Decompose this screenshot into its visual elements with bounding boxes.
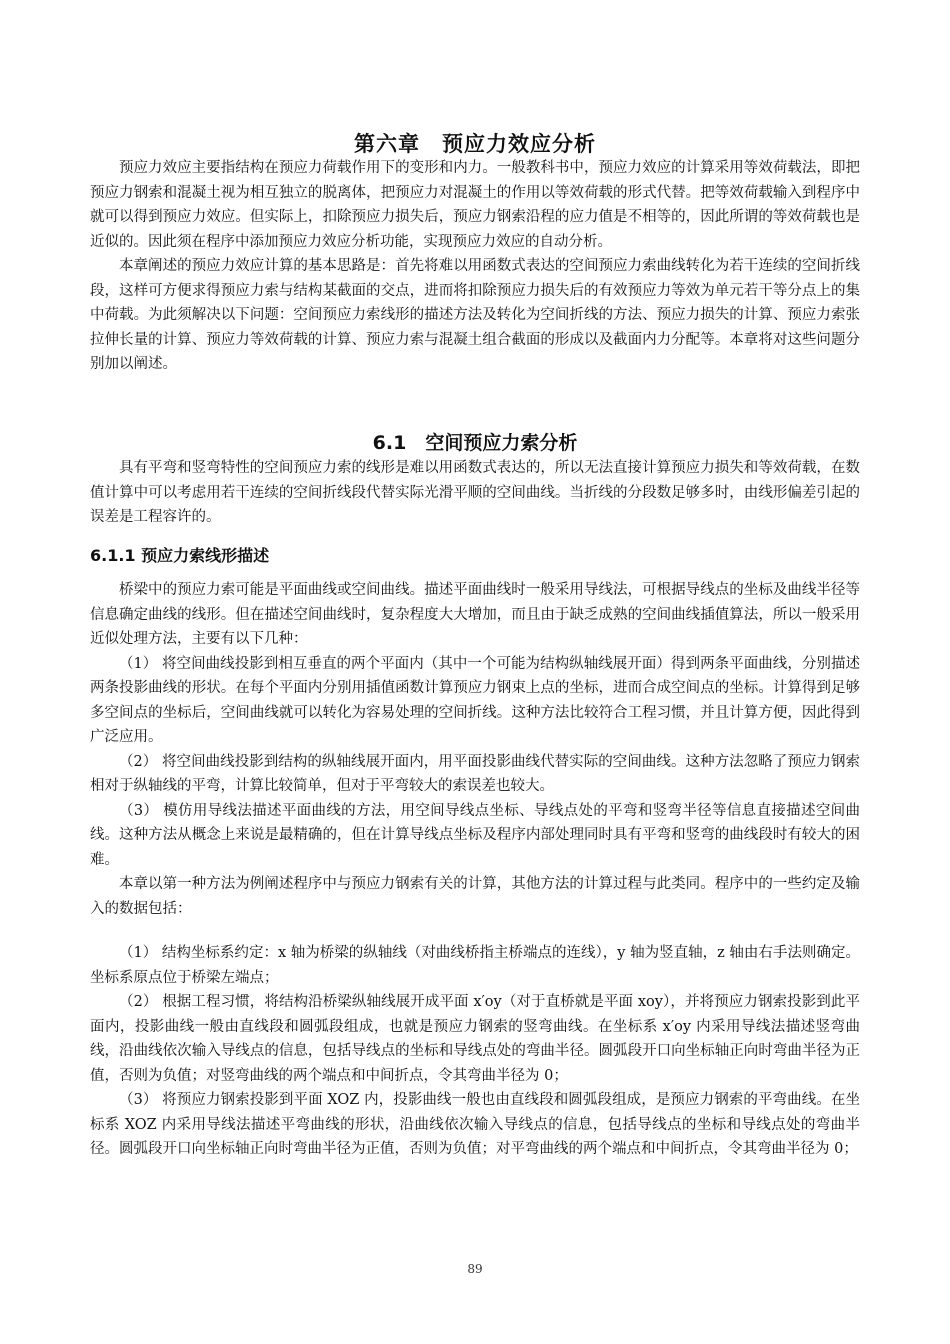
list-item: （2） 根据工程习惯，将结构沿桥梁纵轴线展开成平面 x′oy（对于直桥就是平面 xoy），并将预应力钢索投影到此平面内，投影曲线一般由直线段和圆弧段组成，也就是预应力钢索的竖弯曲线。在坐标系 x′oy 内采用导线法描述竖弯曲线，沿曲线依次输入导线点的信息，包括导线点的坐标和导线点处的弯曲半径。圆弧段开口向坐标轴正向时弯曲半径为正值，否则为负值；对竖弯曲线的两个端点和中间折点，令其弯曲半径为 0；: [90, 994, 860, 1084]
list-item: （3） 将预应力钢索投影到平面 XOZ 内，投影曲线一般也由直线段和圆弧段组成，是预应力钢索的平弯曲线。在坐标系 XOZ 内采用导线法描述平弯曲线的形状，沿曲线依次输入导线点的信息，包括导线点的坐标和导线点处的弯曲半径。圆弧段开口向坐标轴正向时弯曲半径为正值，否则为负值；对平弯曲线的两个端点和中间折点，令其弯曲半径为 0；: [90, 1092, 860, 1157]
page-number: 89: [467, 1262, 483, 1276]
paragraph: 本章阐述的预应力效应计算的基本思路是：首先将难以用函数式表达的空间预应力索曲线转化为若干连续的空间折线段，这样可方便求得预应力索与结构某截面的交点，进而将扣除预应力损失后的有效预应力等效为单元若干等分点上的集中荷载。为此须解决以下问题：空间预应力索线形的描述方法及转化为空间折线的方法、预应力损失的计算、预应力索张拉伸长量的计算、预应力等效荷载的计算、预应力索与混凝土组合截面的形成以及截面内力分配等。本章将对这些问题分别加以阐述。: [90, 258, 860, 372]
subsection-body: [90, 578, 860, 921]
list-item: （3） 模仿用导线法描述平面曲线的方法，用空间导线点坐标、导线点处的平弯和竖弯半径等信息直接描述空间曲线。这种方法从概念上来说是最精确的，但在计算导线点坐标及程序内部处理同时具有平弯和竖弯的曲线段时有较大的困难。: [90, 802, 860, 868]
subsection-title: 6.1.1 预应力索线形描述: [90, 546, 270, 565]
chapter-intro: [90, 156, 860, 377]
paragraph: 本章以第一种方法为例阐述程序中与预应力钢索有关的计算，其他方法的计算过程与此类同。程序中的一些约定及输入的数据包括：: [90, 876, 860, 917]
section-intro: [90, 456, 860, 530]
paragraph: 预应力效应主要指结构在预应力荷载作用下的变形和内力。一般教科书中，预应力效应的计算采用等效荷载法，即把预应力钢索和混凝土视为相互独立的脱离体，把预应力对混凝土的作用以等效荷载的形式代替。把等效荷载输入到程序中就可以得到预应力效应。但实际上，扣除预应力损失后，预应力钢索沿程的应力值是不相等的，因此所谓的等效荷载也是近似的。因此须在程序中添加预应力效应分析功能，实现预应力效应的自动分析。: [90, 160, 860, 250]
list-item: （2） 将空间曲线投影到结构的纵轴线展开面内，用平面投影曲线代替实际的空间曲线。这种方法忽略了预应力钢索相对于纵轴线的平弯，计算比较简单，但对于平弯较大的索误差也较大。: [90, 753, 860, 794]
conventions-list: [90, 941, 860, 1162]
list-item: （1） 结构坐标系约定：x 轴为桥梁的纵轴线（对曲线桥指主桥端点的连线），y 轴为竖直轴，z 轴由右手法则确定。坐标系原点位于桥梁左端点；: [90, 945, 860, 986]
paragraph: 具有平弯和竖弯特性的空间预应力索的线形是难以用函数式表达的，所以无法直接计算预应力损失和等效荷载，在数值计算中可以考虑用若干连续的空间折线段代替实际光滑平顺的空间曲线。当折线的分段数足够多时，由线形偏差引起的误差是工程容许的。: [90, 460, 860, 525]
chapter-title: 第六章 预应力效应分析: [354, 132, 596, 156]
list-item: （1） 将空间曲线投影到相互垂直的两个平面内（其中一个可能为结构纵轴线展开面）得到两条平面曲线，分别描述两条投影曲线的形状。在每个平面内分别用插值函数计算预应力钢束上点的坐标，进而合成空间点的坐标。计算得到足够多空间点的坐标后，空间曲线就可以转化为容易处理的空间折线。这种方法比较符合工程习惯，并且计算方便，因此得到广泛应用。: [90, 655, 860, 745]
paragraph: 桥梁中的预应力索可能是平面曲线或空间曲线。描述平面曲线时一般采用导线法，可根据导线点的坐标及曲线半径等信息确定曲线的线形。但在描述空间曲线时，复杂程度大大增加，而且由于缺乏成熟的空间曲线插值算法，所以一般采用近似处理方法，主要有以下几种：: [90, 582, 860, 647]
section-title: 6.1 空间预应力索分析: [372, 432, 578, 454]
